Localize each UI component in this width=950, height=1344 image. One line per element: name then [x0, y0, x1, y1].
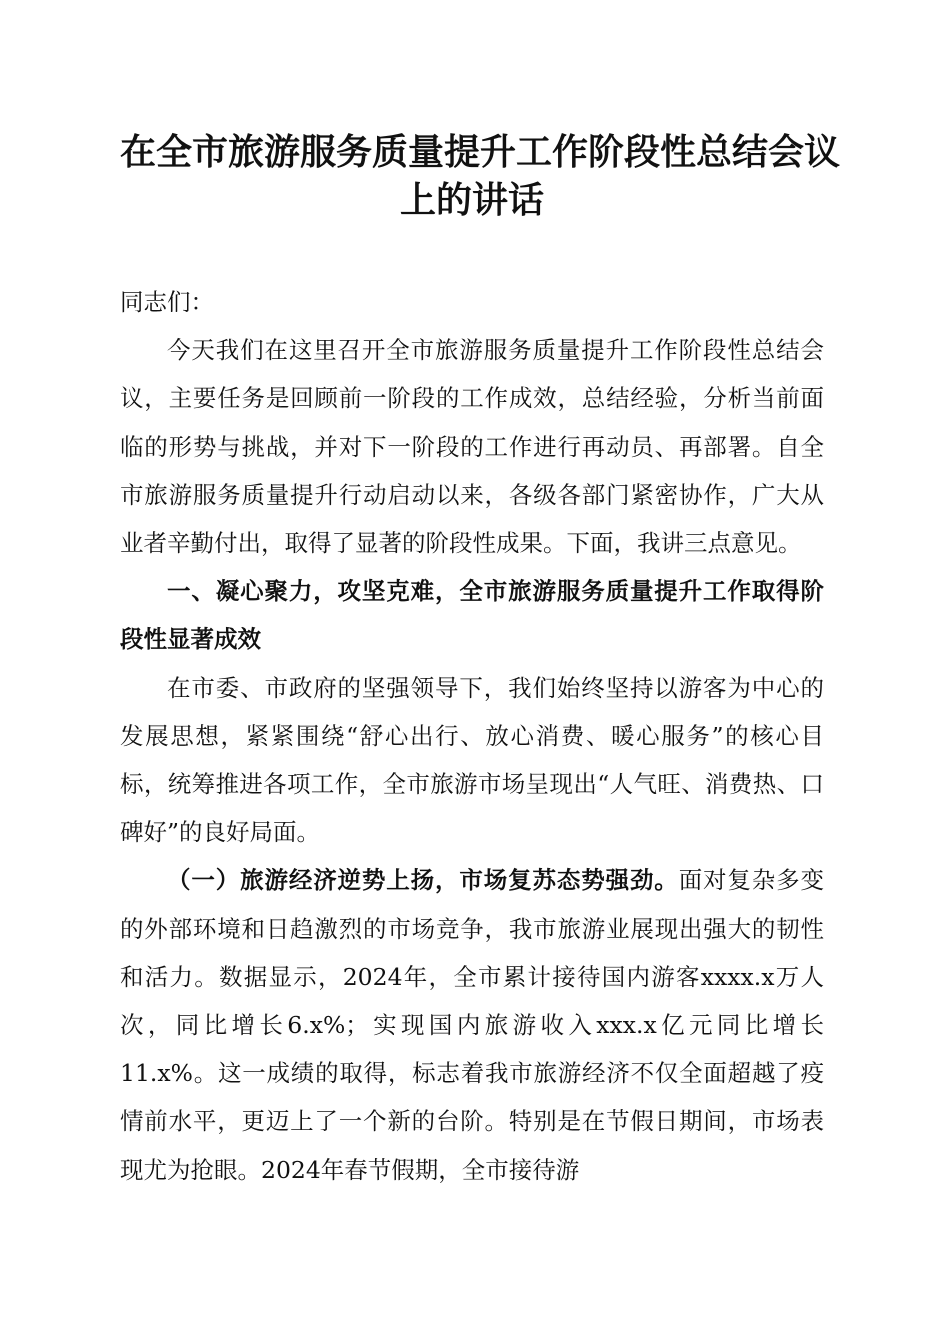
subsection-1-text: 面对复杂多变的外部环境和日趋激烈的市场竞争，我市旅游业展现出强大的韧性和活力。数据显示，2024年，全市累计接待国内游客xxxx.x万人次，同比增长6.x%；实现国内旅游收入xxx.x亿元同比增长11.x%。这一成绩的取得，标志着我市旅游经济不仅全面超越了疫情前水平，更迈上了一个新的台阶。特别是在节假日期间，市场表现尤为抢眼。2024年春节假期，全市接待游 [120, 866, 825, 1184]
document-title [120, 128, 841, 224]
salutation: 同志们： [120, 288, 214, 316]
subsection-1-lead: （一）旅游经济逆势上扬，市场复苏态势强劲。 [167, 866, 679, 895]
section-heading-1: 一、凝心聚力，攻坚克难，全市旅游服务质量提升工作取得阶段性显著成效 [120, 577, 824, 654]
paragraph-subsection-1 [120, 856, 824, 1193]
paragraph-intro: 今天我们在这里召开全市旅游服务质量提升工作阶段性总结会议，主要任务是回顾前一阶段的工作成效，总结经验，分析当前面临的形势与挑战，并对下一阶段的工作进行再动员、再部署。自全市旅游服务质量提升行动启动以来，各级各部门紧密协作，广大从业者辛勤付出，取得了显著的阶段性成果。下面，我讲三点意见。 [120, 336, 824, 558]
title-line-2: 上的讲话 [399, 179, 544, 221]
document-page [120, 128, 841, 1194]
title-line-1: 在全市旅游服务质量提升工作阶段性总结会议 [120, 131, 841, 173]
paragraph-section-1: 在市委、市政府的坚强领导下，我们始终坚持以游客为中心的发展思想，紧紧围绕“舒心出行、放心消费、暖心服务”的核心目标，统筹推进各项工作，全市旅游市场呈现出“人气旺、消费热、口碑好”的良好局面。 [120, 673, 824, 847]
